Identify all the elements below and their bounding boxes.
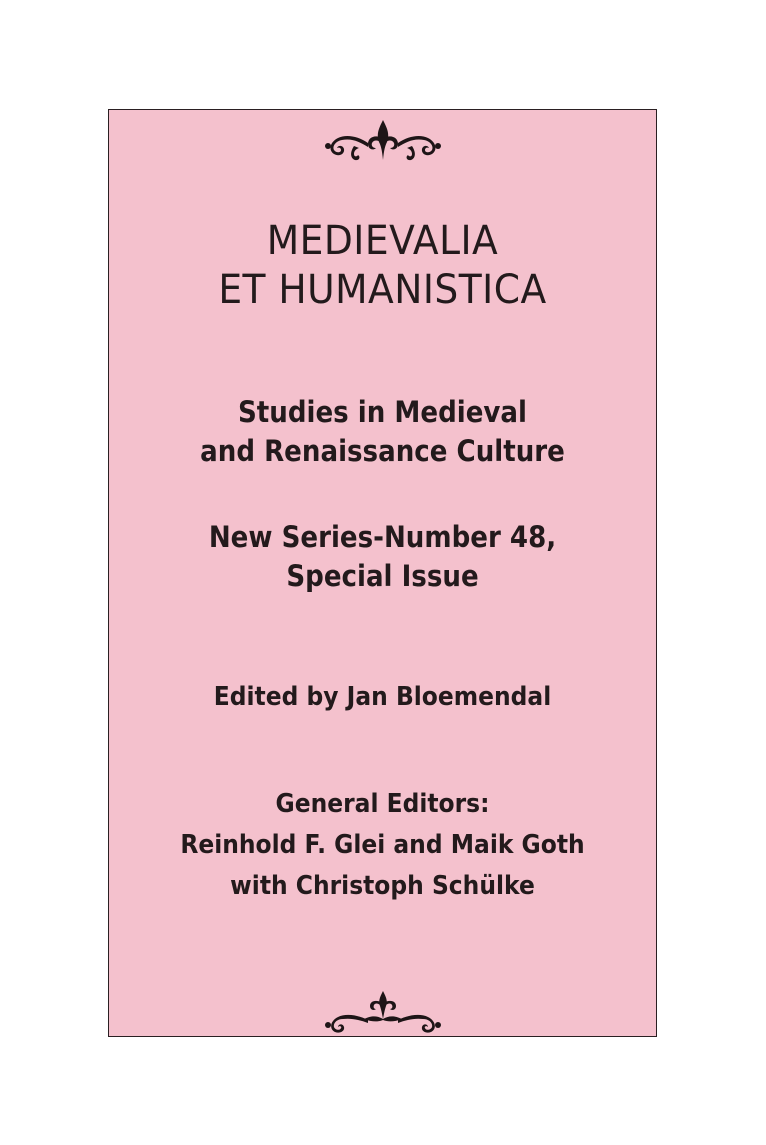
book-title bbox=[125, 217, 639, 315]
subtitle-line-2: and Renaissance Culture bbox=[200, 433, 565, 468]
series-line-1: New Series-Number 48, bbox=[208, 520, 557, 554]
book-cover bbox=[108, 109, 657, 1037]
subtitle-line-1: Studies in Medieval bbox=[237, 395, 528, 429]
title-line-1: MEDIEVALIA bbox=[266, 218, 499, 264]
top-flourish-ornament bbox=[324, 116, 442, 166]
editor-line: Edited by Jan Bloemendal bbox=[213, 682, 552, 712]
general-editors-line-3: with Christoph Schülke bbox=[230, 871, 535, 902]
bottom-flourish-ornament bbox=[324, 989, 442, 1035]
general-editors bbox=[136, 784, 628, 907]
series-info bbox=[136, 518, 628, 595]
title-line-2: ET HUMANISTICA bbox=[218, 267, 547, 314]
general-editors-line-1: General Editors: bbox=[275, 789, 490, 819]
series-line-2: Special Issue bbox=[286, 558, 479, 593]
editor-credit bbox=[136, 681, 628, 715]
general-editors-line-2: Reinhold F. Glei and Maik Goth bbox=[180, 830, 585, 861]
book-subtitle bbox=[136, 393, 628, 470]
